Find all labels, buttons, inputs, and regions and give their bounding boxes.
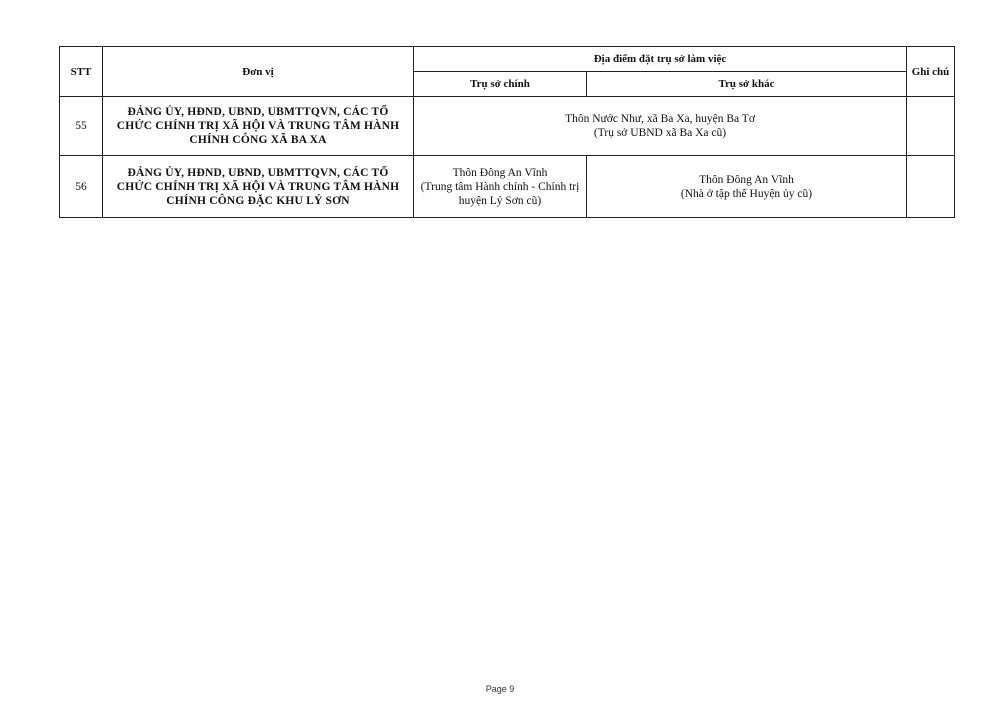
- row-other-office: [587, 156, 907, 218]
- row-unit-name: [103, 156, 414, 218]
- header-other-office: Trụ sở khác: [587, 72, 907, 97]
- unit-name-line: CHÍNH CÔNG ĐẶC KHU LÝ SƠN: [166, 194, 350, 207]
- unit-name-line: CHỨC CHÍNH TRỊ XÃ HỘI VÀ TRUNG TÂM HÀNH: [116, 120, 400, 132]
- header-main-office: Trụ sở chính: [414, 72, 587, 97]
- header-unit: Đơn vị: [103, 47, 414, 97]
- row-stt: 56: [60, 156, 103, 218]
- header-location-group: Địa điểm đặt trụ sở làm việc: [414, 47, 907, 72]
- other-office-line: Thôn Đông An Vĩnh: [699, 173, 794, 186]
- main-office-line: huyện Lý Sơn cũ): [458, 194, 542, 207]
- row-note: [907, 97, 955, 156]
- unit-name-line: CHỨC CHÍNH TRỊ XÃ HỘI VÀ TRUNG TÂM HÀNH: [116, 180, 400, 193]
- location-line: (Trụ sở UBND xã Ba Xa cũ): [593, 127, 727, 139]
- table-row: [60, 97, 955, 156]
- main-office-line: (Trung tâm Hành chính - Chính trị: [420, 180, 580, 193]
- office-location-table: [59, 46, 955, 218]
- row-location-merged: [414, 97, 907, 156]
- row-stt: 55: [60, 97, 103, 156]
- header-row-1: [60, 47, 955, 72]
- other-office-line: (Nhà ở tập thể Huyện ủy cũ): [680, 187, 813, 200]
- table-row: [60, 156, 955, 218]
- unit-name-line: ĐẢNG ỦY, HĐND, UBND, UBMTTQVN, CÁC TỔ: [127, 106, 389, 118]
- unit-name-line: CHÍNH CÔNG XÃ BA XA: [189, 134, 327, 146]
- row-main-office: [414, 156, 587, 218]
- row-unit-name: [103, 97, 414, 156]
- page-number: Page 9: [485, 684, 515, 694]
- row-note: [907, 156, 955, 218]
- header-stt: STT: [60, 47, 103, 97]
- unit-name-line: ĐẢNG ỦY, HĐND, UBND, UBMTTQVN, CÁC TỔ: [127, 166, 389, 179]
- header-note: Ghi chú: [907, 47, 955, 97]
- main-office-line: Thôn Đông An Vĩnh: [452, 166, 548, 179]
- location-line: Thôn Nước Như, xã Ba Xa, huyện Ba Tơ: [565, 113, 755, 125]
